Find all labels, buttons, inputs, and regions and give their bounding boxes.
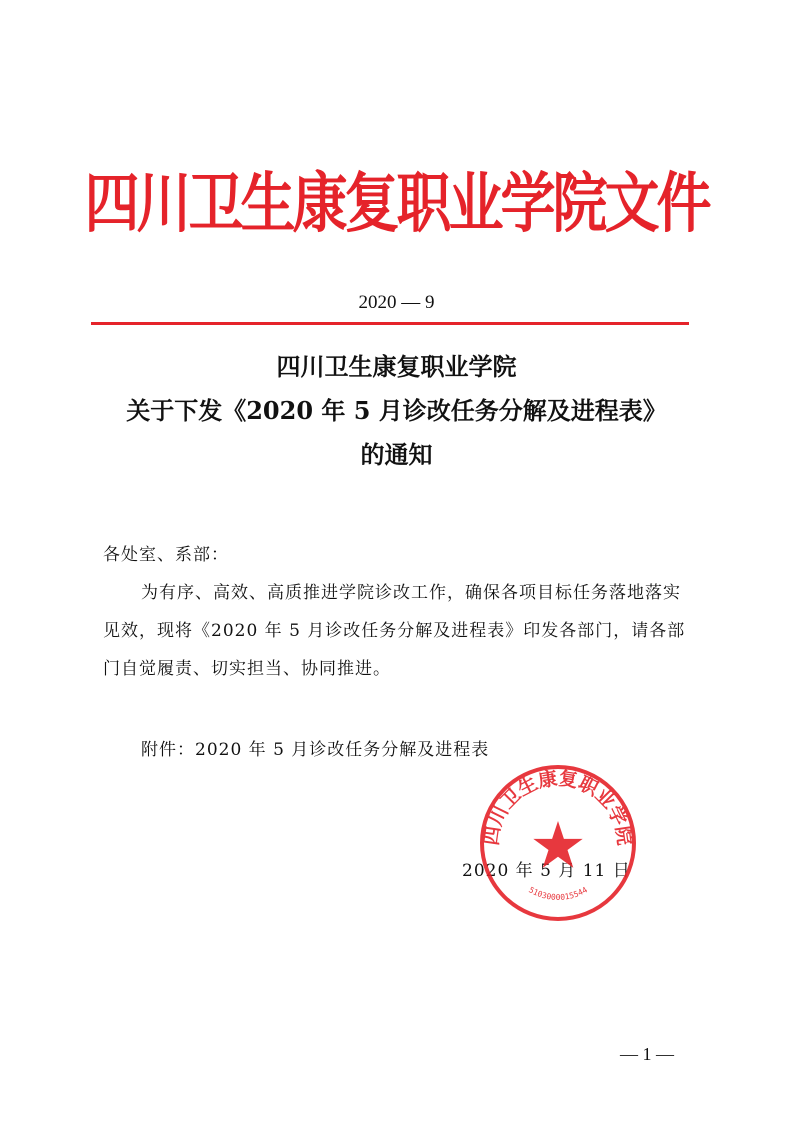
notice-title <box>0 345 793 477</box>
seal-code-arc: 5103000015544 <box>527 885 589 902</box>
seal-name-arc: 四川卫生康复职业学院 <box>480 767 636 847</box>
notice-title-line-3: 的通知 <box>360 440 433 469</box>
notice-body <box>103 536 693 688</box>
official-seal <box>478 763 638 923</box>
star-icon <box>533 821 582 868</box>
notice-title-line-2: 关于下发《2020 年 5 月诊改任务分解及进程表》 <box>126 396 667 425</box>
notice-title-line-1: 四川卫生康复职业学院 <box>276 352 517 381</box>
body-paragraph: 为有序、高效、高质推进学院诊改工作，确保各项目标任务落地落实见效，现将《2020 年 5 月诊改任务分解及进程表》印发各部门，请各部门自觉履责、切实担当、协同推进。 <box>103 583 686 679</box>
salutation: 各处室、系部： <box>103 545 229 565</box>
page-number: — 1 — <box>620 1044 674 1064</box>
red-divider <box>91 322 689 325</box>
document-number: 2020 — 9 <box>358 292 435 313</box>
attachment-line: 附件：2020 年 5 月诊改任务分解及进程表 <box>141 740 490 760</box>
issue-date: 2020 年 5 月 11 日 <box>462 861 631 881</box>
document-header-title: 四川卫生康复职业学院文件 <box>84 164 709 241</box>
